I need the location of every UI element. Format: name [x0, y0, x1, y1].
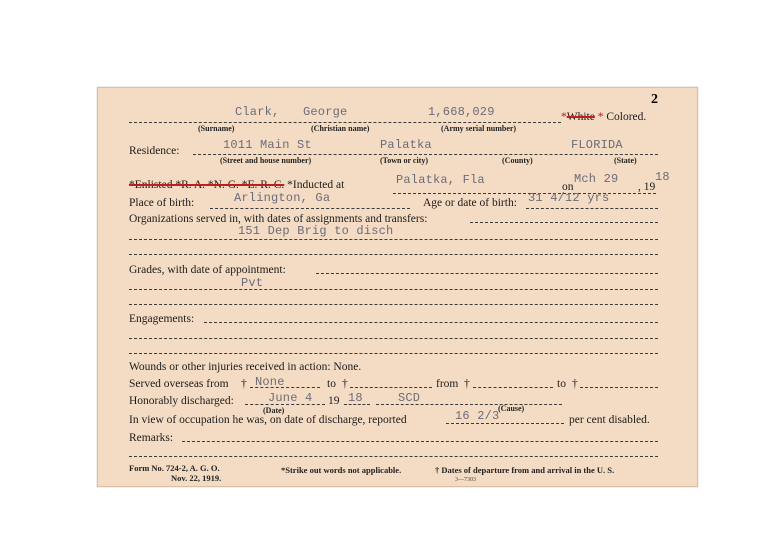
inducted-label: *Inducted at	[287, 179, 345, 191]
induction-line	[393, 193, 656, 194]
footnote-dates: † Dates of departure from and arrival in the U. S.	[435, 465, 615, 475]
birth-place-line	[210, 208, 410, 209]
state-caption: (State)	[614, 156, 637, 165]
discharge-year-value: 18	[348, 391, 363, 405]
christian-name-value: George	[303, 105, 348, 119]
organizations-value: 151 Dep Brig to disch	[238, 224, 394, 238]
card-number: 2	[651, 92, 658, 107]
on-label: on	[562, 181, 574, 193]
remarks-line-2	[129, 456, 658, 457]
disability-label: In view of occupation he was, on date of discharge, reported	[129, 414, 407, 426]
discharge-year-line	[344, 404, 370, 405]
disability-value: 16 2/3	[455, 409, 500, 423]
engagements-line-2	[129, 338, 658, 339]
residence-label: Residence:	[129, 145, 180, 157]
remarks-label: Remarks:	[129, 432, 174, 444]
induction-year-prefix: , 19	[638, 181, 656, 193]
form-date: Nov. 22, 1919.	[171, 473, 222, 483]
disability-line	[446, 423, 564, 424]
organizations-label: Organizations served in, with dates of assignments and transfers:	[129, 213, 428, 225]
overseas-line-1	[250, 387, 320, 388]
discharge-year-prefix: 19	[328, 395, 340, 407]
overseas-line-4	[580, 387, 658, 388]
residence-town-value: Palatka	[380, 138, 432, 152]
name-line	[129, 122, 561, 123]
surname-value: Clark,	[235, 105, 280, 119]
birth-place-label: Place of birth:	[129, 197, 195, 209]
remarks-line-1	[182, 441, 658, 442]
race-white-struck: White	[566, 111, 595, 123]
overseas-line-2	[350, 387, 432, 388]
engagements-label: Engagements:	[129, 313, 195, 325]
residence-state-value: FLORIDA	[571, 138, 623, 152]
date-caption: (Date)	[263, 406, 285, 415]
cause-caption: (Cause)	[498, 404, 525, 413]
overseas-from-label: from	[436, 378, 459, 390]
discharge-cause-value: SCD	[398, 391, 421, 405]
residence-line	[193, 154, 658, 155]
service-record-card	[97, 87, 698, 487]
wounds-label: Wounds or other injuries received in action:	[129, 361, 331, 373]
overseas-dagger-2: †	[342, 378, 348, 390]
county-caption: (County)	[502, 156, 533, 165]
grades-line-1	[316, 273, 658, 274]
induction-place-value: Palatka, Fla	[396, 173, 485, 187]
age-label: Age or date of birth:	[423, 197, 517, 209]
residence-street-value: 1011 Main St	[223, 138, 312, 152]
grades-value: Pvt	[241, 276, 264, 290]
induction-date-value: Mch 29	[574, 172, 619, 186]
disability-suffix: per cent disabled.	[569, 414, 650, 426]
age-value: 31 4/12 yrs	[528, 191, 610, 205]
overseas-dagger-4: †	[572, 378, 578, 390]
town-caption: (Town or city)	[380, 156, 428, 165]
discharge-cause-line	[376, 404, 562, 405]
strike-star: *	[561, 111, 567, 123]
age-line	[526, 208, 658, 209]
discharge-label: Honorably discharged:	[129, 395, 234, 407]
induction-year-value: 18	[655, 170, 670, 184]
organizations-line-3	[129, 254, 658, 255]
serial-number-value: 1,668,029	[428, 105, 495, 119]
enlisted-struck: *Enlisted *R. A. *N. G. *E. R. C.	[129, 179, 285, 191]
grades-line-3	[129, 304, 658, 305]
street-caption: (Street and house number)	[220, 156, 312, 165]
overseas-dagger-3: †	[464, 378, 470, 390]
overseas-from-value: None	[255, 375, 285, 389]
overseas-to-label-2: to	[557, 378, 566, 390]
discharge-date-line	[245, 404, 325, 405]
surname-caption: (Surname)	[198, 124, 235, 133]
birth-place-value: Arlington, Ga	[234, 191, 331, 205]
overseas-line-3	[473, 387, 553, 388]
wounds-value: None.	[333, 361, 362, 373]
race-colored: Colored.	[606, 111, 647, 123]
christian-caption: (Christian name)	[311, 124, 370, 133]
grades-line-2	[129, 289, 658, 290]
engagements-line-1	[204, 322, 658, 323]
discharge-date-value: June 4	[268, 391, 313, 405]
overseas-dagger-1: †	[241, 378, 247, 390]
serial-caption: (Army serial number)	[441, 124, 517, 133]
grades-label: Grades, with date of appointment:	[129, 264, 286, 276]
overseas-label: Served overseas from	[129, 378, 229, 390]
form-number: Form No. 724-2, A. G. O.	[129, 463, 220, 473]
overseas-to-label-1: to	[327, 378, 336, 390]
strike-star-2: *	[597, 111, 604, 123]
footnote-strike: *Strike out words not applicable.	[281, 465, 402, 475]
engagements-line-3	[129, 353, 658, 354]
organizations-line-1	[470, 222, 658, 223]
print-code: 3—7303	[455, 477, 476, 483]
organizations-line-2	[129, 239, 658, 240]
